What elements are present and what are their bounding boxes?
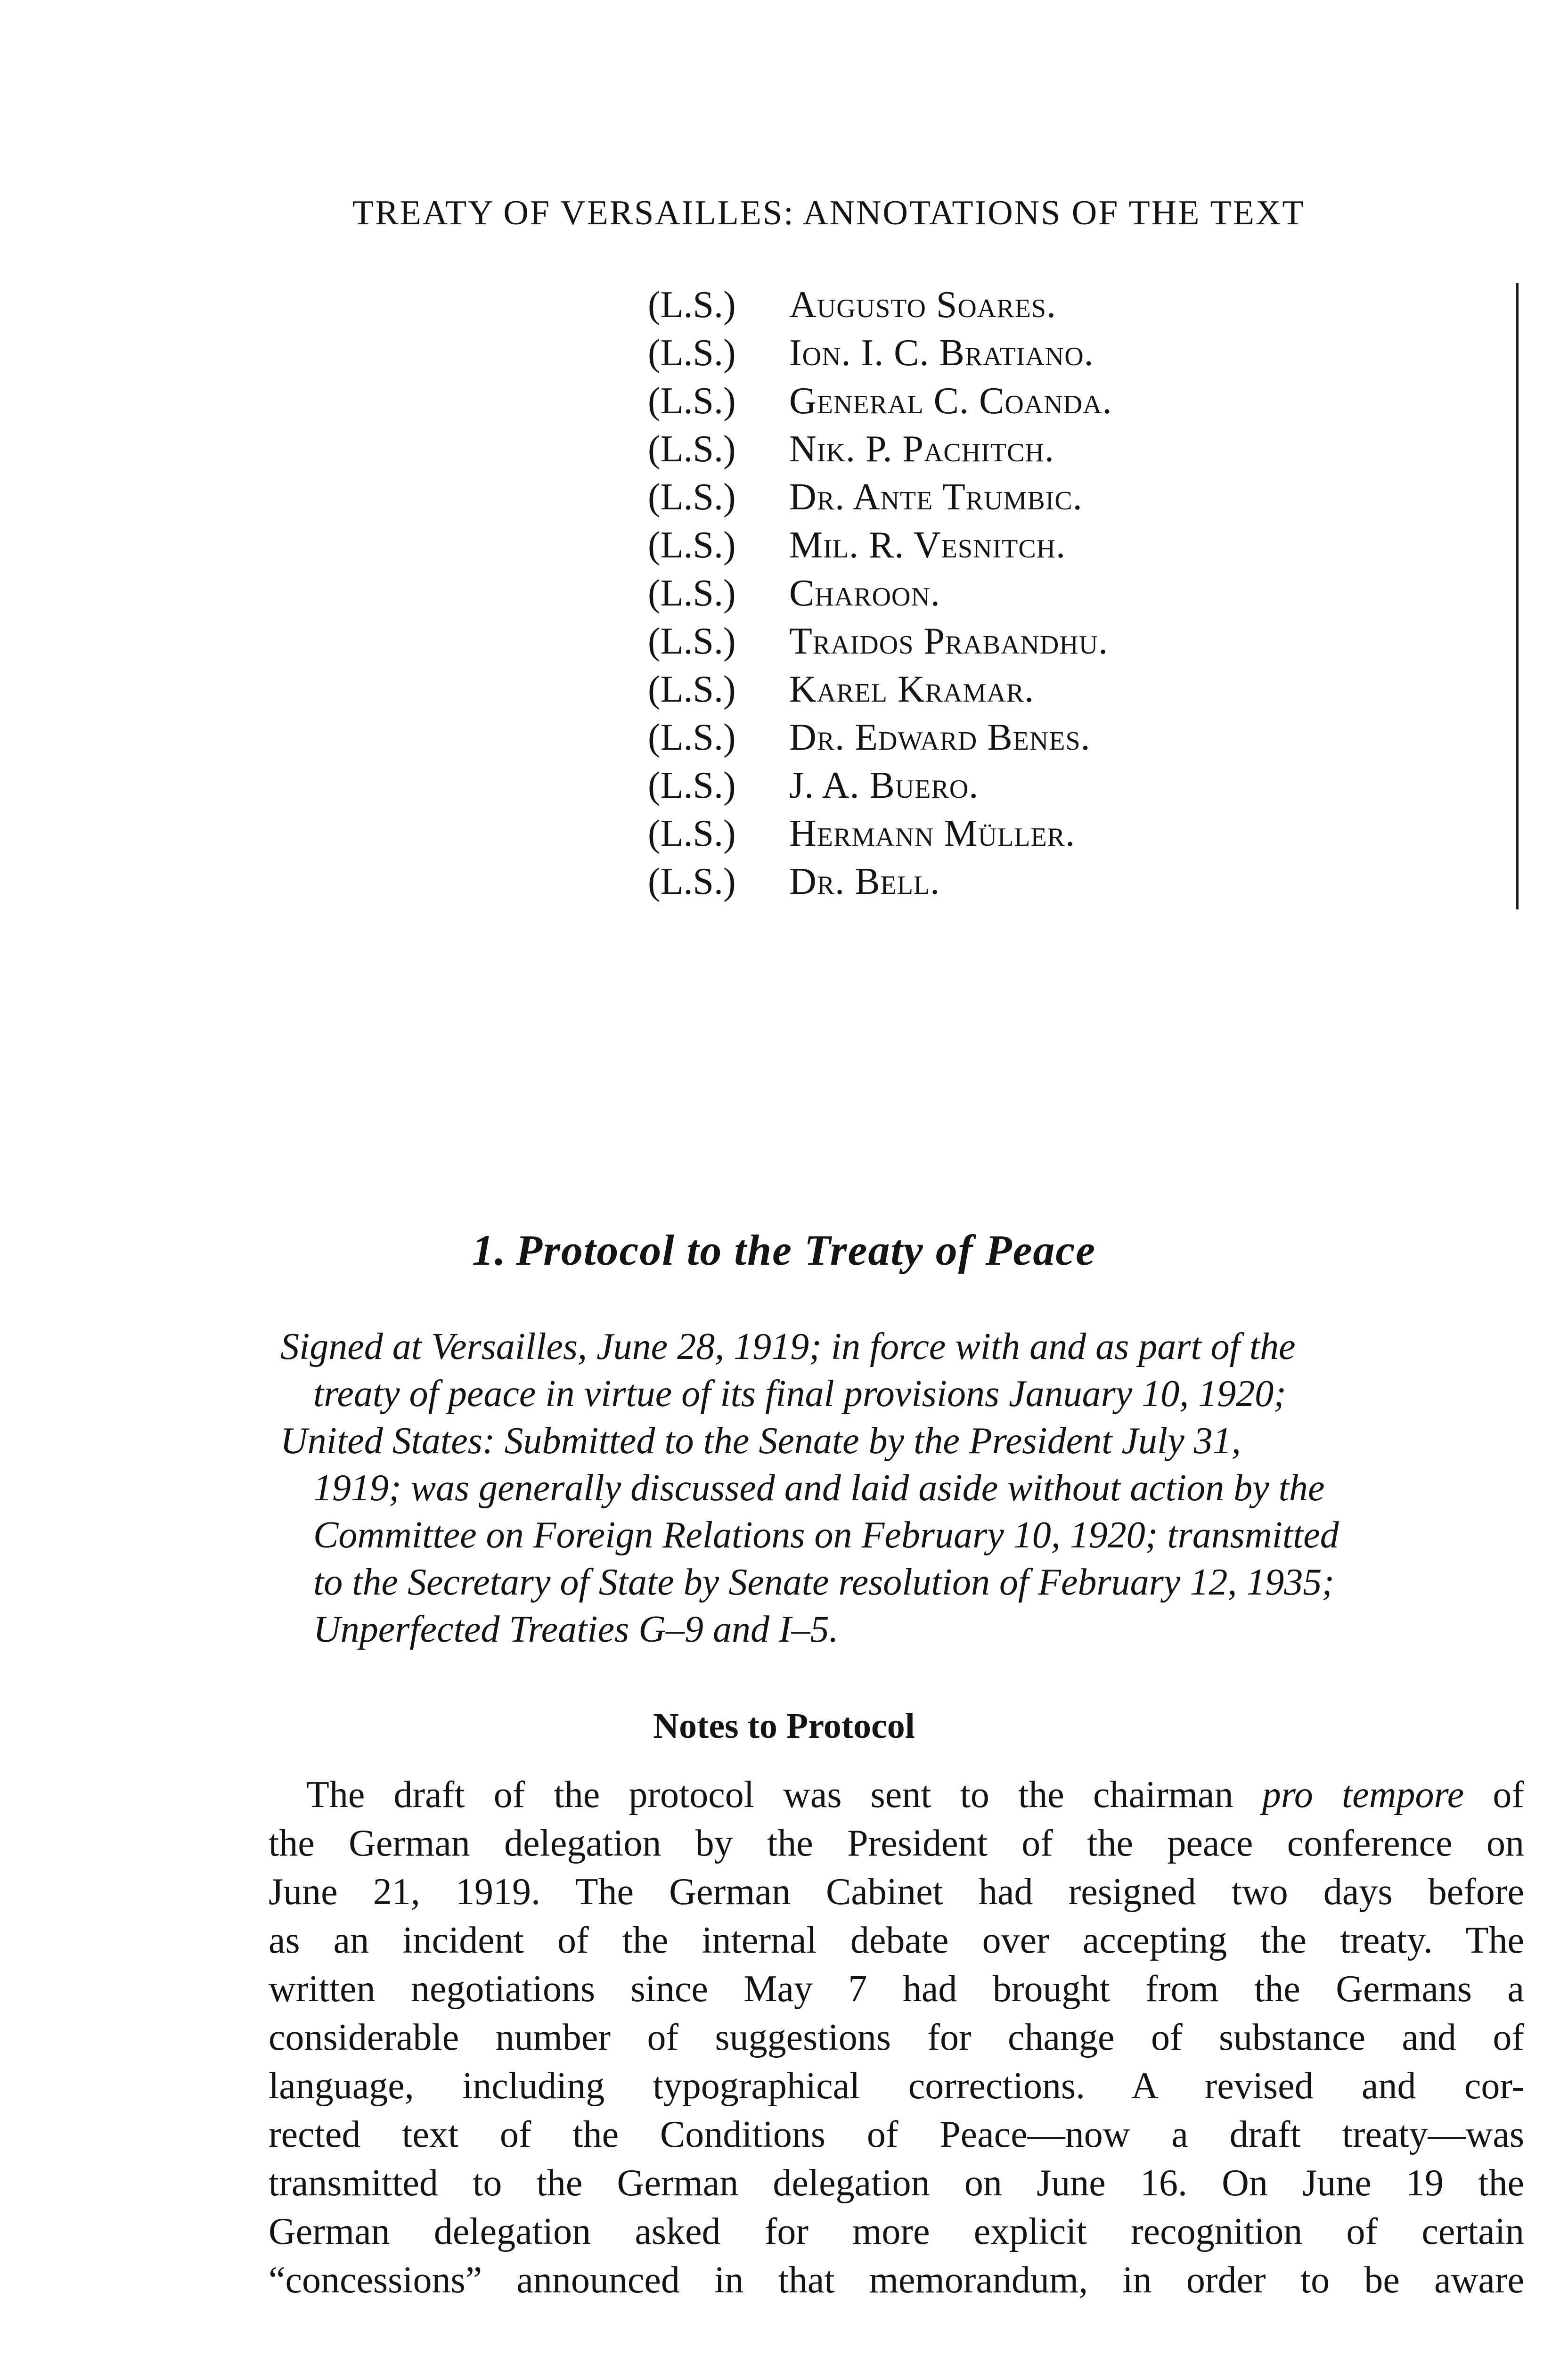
citation-line: treaty of peace in virtue of its final provisions January 10, 1920;	[313, 1373, 1286, 1415]
notes-heading: Notes to Protocol	[653, 1706, 915, 1746]
signatory-name: Charoon.	[789, 573, 940, 614]
body-paragraph	[269, 1771, 1524, 2305]
signatory-name: Traidos Prabandhu.	[789, 621, 1109, 662]
citation-line: United States: Submitted to the Senate by the President July 31,	[280, 1420, 1241, 1462]
signatory-name: Augusto Soares.	[789, 284, 1056, 326]
signature-row	[648, 761, 1519, 810]
body-line: rected text of the Conditions of Peace—now a draft treaty—was	[269, 2114, 1524, 2155]
signatory-name: Dr. Bell.	[789, 861, 940, 902]
signature-row	[648, 810, 1519, 858]
seal-mark: (L.S.)	[648, 621, 736, 662]
body-line: German delegation asked for more explicit recognition of certain	[269, 2211, 1524, 2252]
citation-line: Committee on Foreign Relations on February 10, 1920; transmitted	[313, 1514, 1339, 1556]
seal-mark: (L.S.)	[648, 476, 736, 518]
citation-paragraph	[280, 1323, 1524, 1653]
signature-row	[648, 569, 1519, 617]
signature-row	[648, 521, 1519, 569]
signature-list	[648, 281, 1519, 906]
seal-mark: (L.S.)	[648, 669, 736, 710]
signature-row	[648, 473, 1519, 521]
signatory-name: Ion. I. C. Bratiano.	[789, 332, 1094, 374]
signature-row	[648, 665, 1519, 713]
signatory-name: Dr. Ante Trumbic.	[789, 476, 1083, 518]
seal-mark: (L.S.)	[648, 813, 736, 854]
body-line: as an incident of the internal debate over accepting the treaty. The	[269, 1920, 1524, 1961]
signatory-name: Dr. Edward Benes.	[789, 717, 1091, 758]
signatory-name: General C. Coanda.	[789, 380, 1112, 422]
body-text-run: of	[1464, 1774, 1525, 1816]
body-line: written negotiations since May 7 had brought from the Germans a	[269, 1968, 1524, 2010]
body-line: transmitted to the German delegation on June 16. On June 19 the	[269, 2162, 1524, 2204]
signatory-name: J. A. Buero.	[789, 765, 979, 806]
signatory-name: Mil. R. Vesnitch.	[789, 524, 1066, 566]
section-title-text: Protocol to the Treaty of Peace	[515, 1226, 1096, 1274]
seal-mark: (L.S.)	[648, 861, 736, 902]
signatory-name: Nik. P. Pachitch.	[789, 428, 1054, 470]
signature-row	[648, 425, 1519, 473]
seal-mark: (L.S.)	[648, 524, 736, 566]
body-line: considerable number of suggestions for change of substance and of	[269, 2017, 1524, 2058]
body-line: June 21, 1919. The German Cabinet had resigned two days before	[269, 1871, 1524, 1913]
seal-mark: (L.S.)	[648, 332, 736, 374]
seal-mark: (L.S.)	[648, 573, 736, 614]
signatory-name: Karel Kramar.	[789, 669, 1035, 710]
body-line: the German delegation by the President of the peace conference on	[269, 1823, 1524, 1864]
seal-mark: (L.S.)	[648, 717, 736, 758]
signature-row	[648, 617, 1519, 665]
citation-line: 1919; was generally discussed and laid aside without action by the	[313, 1467, 1325, 1509]
italic-term: pro tempore	[1262, 1774, 1464, 1816]
signature-row	[648, 377, 1519, 425]
seal-mark: (L.S.)	[648, 380, 736, 422]
section-title	[0, 1225, 1568, 1275]
seal-mark: (L.S.)	[648, 284, 736, 326]
running-head: TREATY OF VERSAILLES: ANNOTATIONS OF THE TEXT	[352, 194, 1305, 232]
signature-row	[648, 713, 1519, 761]
body-line	[269, 1771, 1524, 1819]
signature-row	[648, 858, 1519, 906]
signature-row	[648, 329, 1519, 377]
section-number: 1.	[472, 1226, 506, 1274]
seal-mark: (L.S.)	[648, 765, 736, 806]
citation-line: Signed at Versailles, June 28, 1919; in force with and as part of the	[280, 1326, 1296, 1367]
signatory-name: Hermann Müller.	[789, 813, 1075, 854]
seal-mark: (L.S.)	[648, 428, 736, 470]
body-line: language, including typographical corrections. A revised and cor-	[269, 2065, 1524, 2107]
margin-rule	[1516, 283, 1519, 909]
body-text-run: The draft of the protocol was sent to the chairman	[306, 1774, 1262, 1816]
signature-row	[648, 281, 1519, 329]
body-line: “concessions” announced in that memorandum, in order to be aware	[269, 2259, 1524, 2301]
citation-line: to the Secretary of State by Senate resolution of February 12, 1935;	[313, 1562, 1334, 1603]
citation-line: Unperfected Treaties G–9 and I–5.	[313, 1609, 839, 1650]
